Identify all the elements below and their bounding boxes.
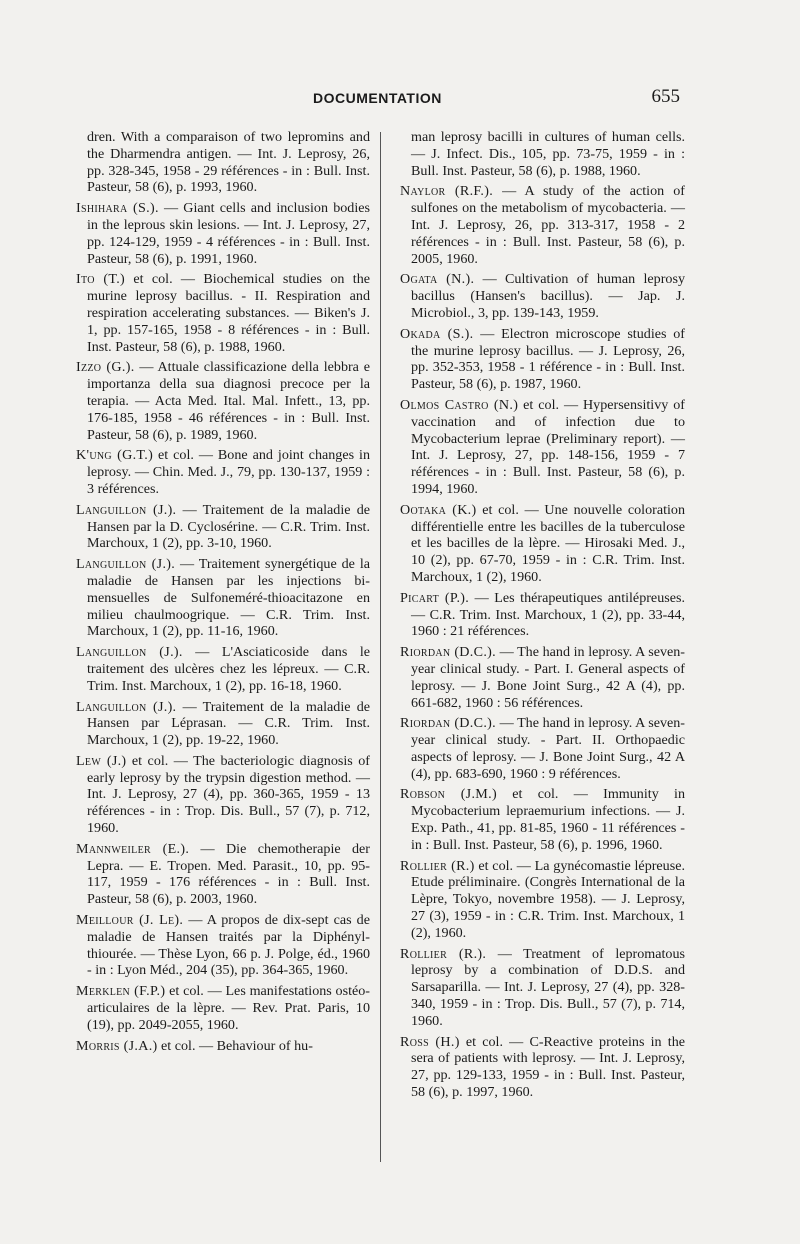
entry-author: Picart (P.). — [400, 589, 470, 606]
left-column — [76, 129, 370, 1058]
entry-text: et col. — Une nouvelle coloration différentielle entre les bacilles de la tuberculose et les bacilles de la lèpre. — Hirosaki Med. J., 10 (2), pp. 67-70, 1959 - in : C.R. Trim. Inst. Marchoux, 1 (2), 1960. — [411, 501, 686, 585]
entry-author: Rollier (R.) — [400, 857, 475, 874]
entry-text: — A study of the action of sulfones on the metabolism of mycobacteria. — Int. J. Leprosy, 26, pp. 313-317, 1958 - 2 références - in : Bull. Inst. Pasteur, 58 (6), p. 2005, 1960. — [411, 183, 686, 267]
entry-text: — The hand in leprosy. A seven-year clinical study. - Part. I. General aspects of leprosy. — J. Bone Joint Surg., 42 A (4), pp. 661-682, 1960 : 56 références. — [411, 644, 685, 711]
entry-text: — Les thérapeutiques antilépreuses. — C.R. Trim. Inst. Marchoux, 1 (2), pp. 33-44, 1960 : 21 références. — [411, 589, 685, 640]
entry-author: Morris (J.A.) — [76, 1037, 158, 1054]
bibliography-entry — [400, 715, 685, 782]
entry-author: K'ung (G.T.) — [76, 447, 154, 464]
bibliography-entry — [400, 1034, 685, 1101]
entry-text: — Die chemotherapie der Lepra. — E. Tropen. Med. Parasit., 10, pp. 95-117, 1959 - 176 références - in : Bull. Inst. Pasteur, 58 (6), p. 2003, 1960. — [87, 840, 370, 908]
bibliography-entry — [400, 786, 685, 853]
column-divider — [380, 132, 381, 1162]
bibliography-entry — [76, 556, 370, 640]
entry-author: Mannweiler (E.). — [76, 840, 190, 857]
entry-author: Lew (J.) — [76, 752, 127, 769]
entry-text: et col. — Immunity in Mycobacterium lepraemurium infections. — J. Exp. Path., 41, pp. 81-85, 1960 - 11 références - in : Bull. Inst. Pasteur, 58 (6), p. 1996, 1960. — [411, 786, 685, 853]
entry-author: Languillon (J.). — [76, 644, 183, 661]
entry-text: et col. — Bone and joint changes in leprosy. — Chin. Med. J., 79, pp. 130-137, 1959 : 3 références. — [87, 447, 370, 497]
entry-author: Riordan (D.C.). — [400, 715, 496, 732]
bibliography-entry — [76, 644, 370, 694]
bibliography-entry — [76, 271, 370, 355]
entry-text: et col. — La gynécomastie lépreuse. Etude préliminaire. (Congrès International de la Lèpre, Tokyo, novembre 1958). — J. Leprosy, 27 (3), 1959 - in : C.R. Trim. Inst. Marchoux, 1 (2), 1960. — [411, 857, 685, 941]
entry-author: Languillon (J.). — [76, 698, 177, 715]
bibliography-entry — [76, 502, 370, 552]
bibliography-entry — [400, 590, 685, 640]
entry-author: Merklen (F.P.) — [76, 983, 166, 1000]
bibliography-entry — [76, 359, 370, 443]
entry-text: — Electron microscope studies of the murine leprosy bacillus. — J. Leprosy, 26, pp. 352-353, 1958 - 1 référence - in : Bull. Inst. Pasteur, 58 (6), p. 1987, 1960. — [411, 325, 685, 393]
entry-text: — Giant cells and inclusion bodies in the leprous skin lesions. — Int. J. Leprosy, 27, pp. 124-129, 1959 - 4 références - in : Bull. Inst. Pasteur, 58 (6), p. 1991, 1960. — [87, 200, 370, 267]
entry-text: — Traitement synergétique de la maladie de Hansen par les injections bi-mensuelles de Sulfoneméré-thioacitazone en milieu chaulmoogrique. — C.R. Trim. Inst. Marchoux, 1 (2), pp. 11-16, 1960. — [87, 556, 370, 640]
entry-author: Ootaka (K.) — [400, 501, 477, 518]
entry-author: Meillour (J. Le). — [76, 912, 184, 929]
entry-text: — Cultivation of human leprosy bacillus (Hansen's bacillus). — Jap. J. Microbiol., 3, pp. 139-143, 1959. — [411, 271, 685, 321]
bibliography-entry — [76, 983, 370, 1033]
entry-text: et col. — C-Reactive proteins in the sera of patients with leprosy. — Int. J. Leprosy, 27, pp. 129-133, 1959 - in : Bull. Inst. Pasteur, 58 (6), p. 1997, 1960. — [411, 1033, 685, 1101]
entry-text: man leprosy bacilli in cultures of human cells. — J. Infect. Dis., 105, pp. 73-75, 1959 - in : Bull. Inst. Pasteur, 58 (6), p. 1988, 1960. — [411, 129, 685, 179]
bibliography-entry — [76, 841, 370, 908]
entry-author: Languillon (J.). — [76, 556, 176, 573]
entry-author: Languillon (J.). — [76, 501, 177, 518]
entry-author: Okada (S.). — [400, 325, 474, 342]
entry-text: et col. — Behaviour of hu- — [157, 1037, 313, 1054]
entry-text: — The hand in leprosy. A seven-year clinical study. - Part. II. Orthopaedic aspects of leprosy. — J. Bone Joint Surg., 42 A (4), pp. 683-690, 1960 : 9 références. — [411, 715, 685, 782]
bibliography-entry — [76, 1038, 370, 1055]
page-header — [0, 88, 800, 112]
entry-author: Ross (H.) — [400, 1033, 460, 1050]
bibliography-entry — [76, 447, 370, 497]
page-number: 655 — [651, 86, 680, 107]
bibliography-entry — [400, 858, 685, 942]
entry-author: Naylor (R.F.). — [400, 183, 494, 200]
bibliography-entry — [400, 644, 685, 711]
bibliography-entry — [400, 326, 685, 393]
entry-text: et col. — The bacteriologic diagnosis of early leprosy by the trypsin digestion method. — Int. J. Leprosy, 27 (4), pp. 360-365, 1959 - 13 références - in : Trop. Dis. Bull., 57 (7), p. 712, 1960. — [87, 752, 370, 837]
entry-author: Olmos Castro (N.) — [400, 396, 519, 413]
entry-author: Ogata (N.). — [400, 271, 475, 288]
entry-text: et col. — Hypersensitivy of vaccination and of infection due to Mycobacterium leprae (Preliminary report). — Int. J. Leprosy, 27, pp. 148-156, 1959 - 7 références - in : Bull. Inst. Pasteur, 58 (6), p. 1994, 1960. — [411, 396, 685, 497]
bibliography-entry — [400, 129, 685, 179]
right-column — [400, 129, 685, 1105]
entry-text: dren. With a comparaison of two lepromins and the Dharmendra antigen. — Int. J. Leprosy, 26, pp. 328-345, 1958 - 29 références - in : Bull. Inst. Pasteur, 58 (6), p. 1993, 1960. — [87, 129, 370, 196]
entry-text: — A propos de dix-sept cas de maladie de Hansen traités par la Diphényl-thiourée. — Thèse Lyon, 66 p. J. Polge, éd., 1960 - in : Lyon Méd., 204 (35), pp. 364-365, 1960. — [87, 912, 370, 979]
entry-author: Robson (J.M.) — [400, 786, 497, 803]
entry-text: — Traitement de la maladie de Hansen par la D. Cyclosérine. — C.R. Trim. Inst. Marchoux, 1 (2), pp. 3-10, 1960. — [87, 501, 370, 552]
bibliography-entry — [76, 200, 370, 267]
entry-author: Rollier (R.). — [400, 945, 487, 962]
entry-text: et col. — Les manifestations ostéo-articulaires de la lèpre. — Rev. Prat. Paris, 10 (19), pp. 2049-2055, 1960. — [87, 983, 370, 1033]
entry-author: Ishihara (S.). — [76, 200, 159, 217]
entry-text: — Treatment of lepromatous leprosy by a combination of D.D.S. and Sarsaparilla. — Int. J. Leprosy, 27 (4), pp. 328-340, 1959 - in : Trop. Dis. Bull., 57 (7), p. 714, 1960. — [411, 945, 685, 1029]
running-title: DOCUMENTATION — [313, 90, 442, 106]
bibliography-entry — [400, 946, 685, 1030]
entry-text: — Attuale classificazione della lebbra e importanza della sua diagnosi precoce per la terapia. — Acta Med. Ital. Mal. Infett., 13, pp. 176-185, 1958 - 46 références - in : Bull. Inst. Pasteur, 58 (6), p. 1989, 1960. — [87, 359, 370, 443]
entry-text: — Traitement de la maladie de Hansen par Léprasan. — C.R. Trim. Inst. Marchoux, 1 (2), pp. 19-22, 1960. — [87, 698, 370, 749]
entry-author: Izzo (G.). — [76, 359, 135, 376]
bibliography-entry — [76, 912, 370, 979]
bibliography-entry — [400, 502, 685, 586]
bibliography-entry — [400, 183, 685, 267]
bibliography-entry — [76, 699, 370, 749]
bibliography-entry — [400, 397, 685, 498]
bibliography-entry — [76, 129, 370, 196]
entry-text: — L'Asciaticoside dans le traitement des ulcères chez les lépreux. — C.R. Trim. Inst. Marchoux, 1 (2), pp. 16-18, 1960. — [87, 644, 370, 694]
bibliography-entry — [400, 271, 685, 321]
entry-author: Ito (T.) — [76, 271, 126, 288]
entry-text: et col. — Biochemical studies on the murine leprosy bacillus. - II. Respiration and respiration accelerating substances. — Biken's J. 1, pp. 157-165, 1958 - 8 références - in : Bull. Inst. Pasteur, 58 (6), p. 1988, 1960. — [87, 271, 370, 355]
bibliography-entry — [76, 753, 370, 837]
entry-author: Riordan (D.C.). — [400, 644, 496, 661]
